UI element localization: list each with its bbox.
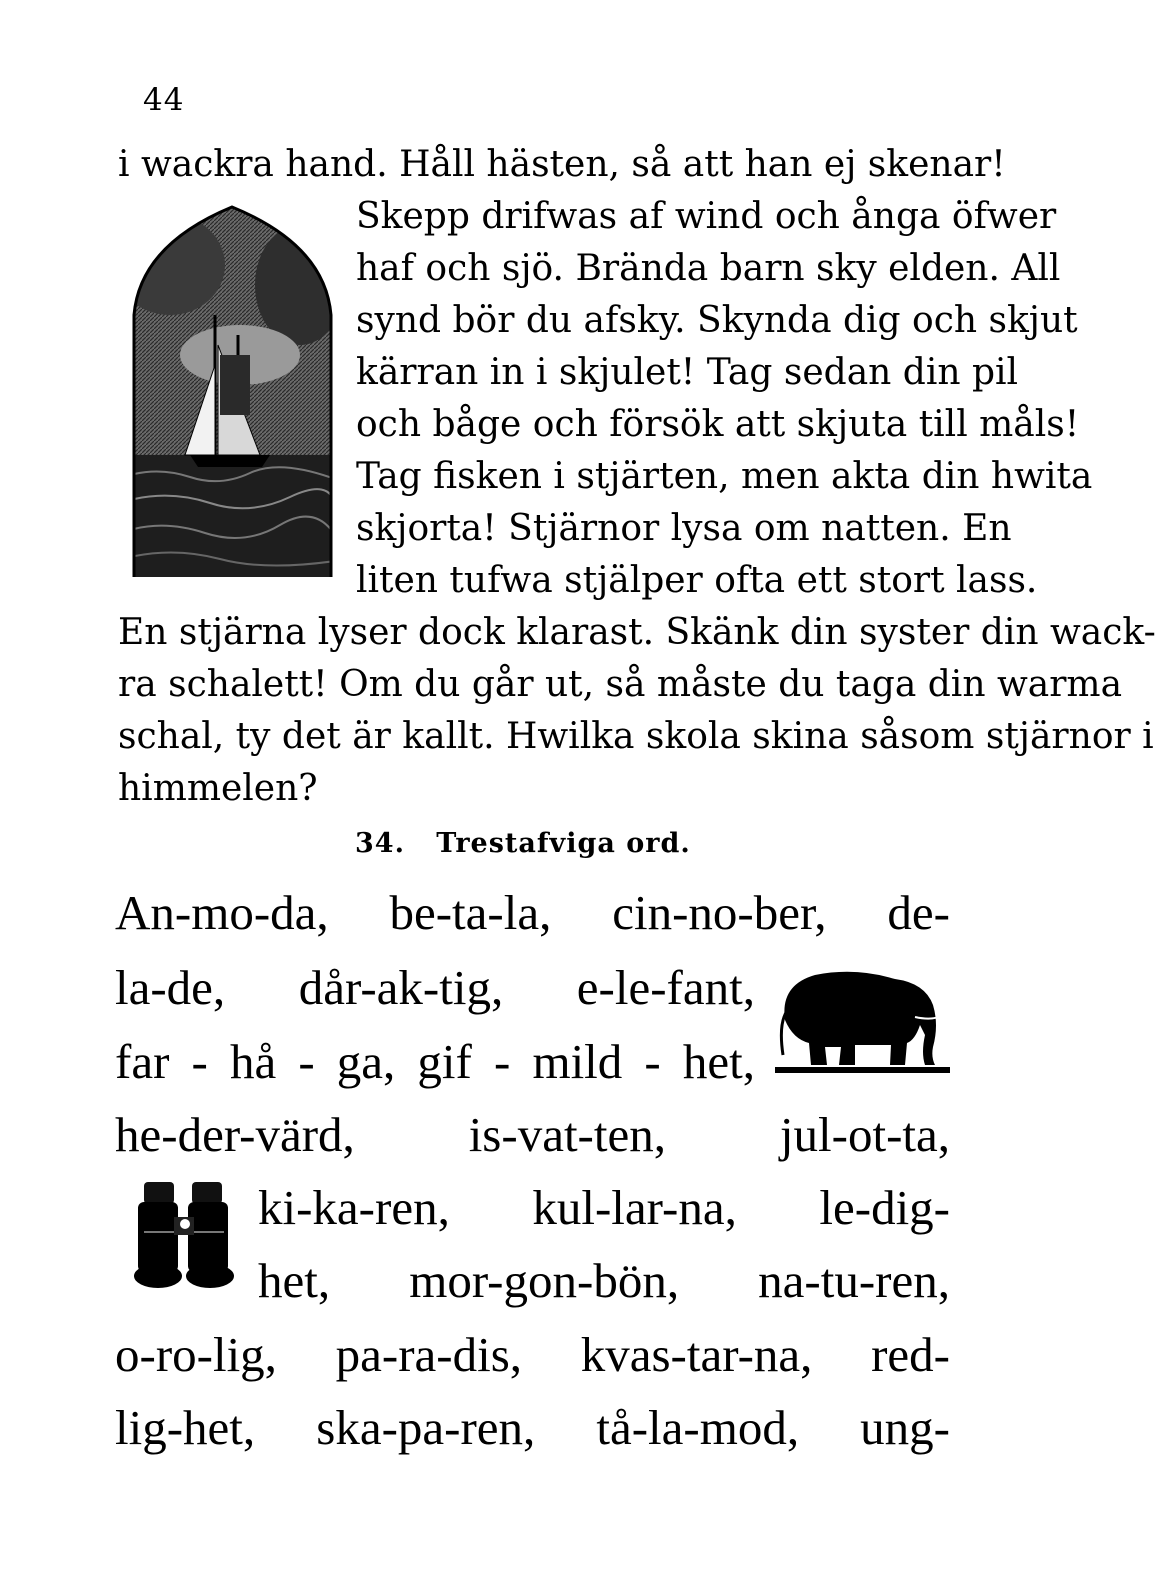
section-number: 34. — [355, 828, 405, 859]
paragraph-line-12: schal, ty det är kallt. Hwilka skola skina såsom stjärnor i — [118, 716, 1154, 757]
syllable-line-7: o-ro-lig, pa-ra-dis, kvas-tar-na, red- — [115, 1327, 950, 1382]
binoculars-icon — [130, 1172, 240, 1292]
syllable-line-3: far - hå - ga, gif - mild - het, — [115, 1034, 755, 1089]
paragraph-line-3: haf och sjö. Brända barn sky elden. All — [356, 248, 1061, 289]
paragraph-line-7: Tag fisken i stjärten, men akta din hwita — [356, 456, 1093, 497]
syllable-line-5: ki-ka-ren, kul-lar-na, le-dig- — [258, 1180, 950, 1235]
paragraph-line-6: och båge och försök att skjuta till måls! — [356, 404, 1080, 445]
paragraph-line-1: i wackra hand. Håll hästen, så att han ej skenar! — [118, 144, 1006, 185]
paragraph-line-8: skjorta! Stjärnor lysa om natten. En — [356, 508, 1012, 549]
elephant-icon — [775, 965, 950, 1080]
syllable-line-6: het, mor-gon-bön, na-tu-ren, — [258, 1253, 950, 1308]
syllable-line-1: An-mo-da, be-ta-la, cin-no-ber, de- — [115, 885, 950, 940]
paragraph-line-9: liten tufwa stjälper ofta ett stort lass. — [356, 560, 1038, 601]
syllable-line-2: la-de, dår-ak-tig, e-le-fant, — [115, 960, 755, 1015]
paragraph-line-11: ra schalett! Om du går ut, så måste du taga din warma — [118, 664, 1123, 705]
paragraph-line-2: Skepp drifwas af wind och ånga öfwer — [356, 196, 1057, 237]
syllable-line-8: lig-het, ska-pa-ren, tå-la-mod, ung- — [115, 1400, 950, 1455]
syllable-line-4: he-der-värd, is-vat-ten, jul-ot-ta, — [115, 1107, 950, 1162]
page-number: 44 — [143, 82, 185, 118]
ship-illustration — [130, 205, 335, 577]
paragraph-line-10: En stjärna lyser dock klarast. Skänk din syster din wack- — [118, 612, 1156, 653]
section-heading — [355, 828, 691, 859]
paragraph-line-5: kärran in i skjulet! Tag sedan din pil — [356, 352, 1019, 393]
paragraph-line-13: himmelen? — [118, 768, 318, 809]
section-title-text: Trestafviga ord. — [436, 828, 691, 859]
paragraph-line-4: synd bör du afsky. Skynda dig och skjut — [356, 300, 1078, 341]
